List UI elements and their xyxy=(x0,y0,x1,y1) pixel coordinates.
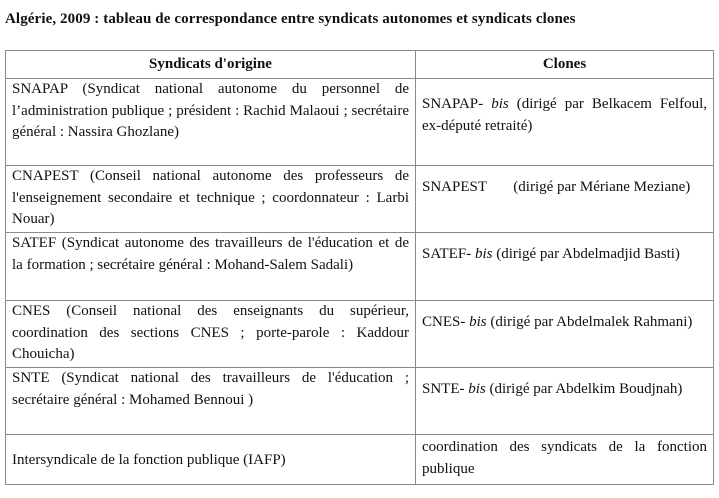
clone-bis: bis xyxy=(468,381,486,397)
origin-cell: Intersyndicale de la fonction publique (IAFP) xyxy=(6,435,416,485)
correspondence-table xyxy=(5,50,714,485)
origin-cell: CNES (Conseil national des enseignants du supérieur, coordination des sections CNES ; porte-parole : Kaddour Chouicha) xyxy=(6,301,416,368)
table-header-row xyxy=(6,51,714,79)
origin-cell: SNAPAP (Syndicat national autonome du personnel de l’administration publique ; président : Rachid Malaoui ; secrétaire général : Nassira Ghozlane) xyxy=(6,79,416,166)
header-clones: Clones xyxy=(416,51,714,79)
clone-detail: (dirigé par Belkacem Felfoul, ex-député retraité) xyxy=(422,96,708,134)
table-row xyxy=(6,435,714,485)
clone-cell xyxy=(416,301,714,368)
clone-detail: (dirigé par Abdelmalek Rahmani) xyxy=(490,314,693,330)
clone-name: SNTE- xyxy=(422,381,465,397)
document-title: Algérie, 2009 : tableau de correspondance entre syndicats autonomes et syndicats clones xyxy=(5,11,576,27)
table-row xyxy=(6,166,714,233)
clone-bis: bis xyxy=(474,246,493,262)
clone-cell xyxy=(416,233,714,301)
clone-name: SNAPEST xyxy=(422,179,488,195)
clone-cell xyxy=(416,79,714,166)
clone-detail: (dirigé par Abdelmadjid Basti) xyxy=(496,246,680,262)
table-row xyxy=(6,233,714,301)
clone-name: SNAPAP- xyxy=(422,96,484,112)
clone-bis: bis xyxy=(491,96,509,112)
header-origin: Syndicats d'origine xyxy=(6,51,416,79)
origin-cell: SATEF (Syndicat autonome des travailleurs de l'éducation et de la formation ; secrétaire général : Mohand-Salem Sadali) xyxy=(6,233,416,301)
clone-name: CNES- xyxy=(422,314,466,330)
clone-cell xyxy=(416,166,714,233)
clone-name: SATEF- xyxy=(422,246,472,262)
clone-bis: bis xyxy=(469,314,487,330)
clone-cell xyxy=(416,368,714,435)
clone-cell: coordination des syndicats de la fonction publique xyxy=(416,435,714,485)
table-row xyxy=(6,79,714,166)
table-row xyxy=(6,368,714,435)
clone-detail: (dirigé par Mériane Meziane) xyxy=(513,179,691,195)
origin-cell: CNAPEST (Conseil national autonome des professeurs de l'enseignement secondaire et technique ; coordonnateur : Larbi Nouar) xyxy=(6,166,416,233)
table-row xyxy=(6,301,714,368)
origin-cell: SNTE (Syndicat national des travailleurs de l'éducation ; secrétaire général : Mohamed Bennoui ) xyxy=(6,368,416,435)
clone-detail: (dirigé par Abdelkim Boudjnah) xyxy=(489,381,683,397)
